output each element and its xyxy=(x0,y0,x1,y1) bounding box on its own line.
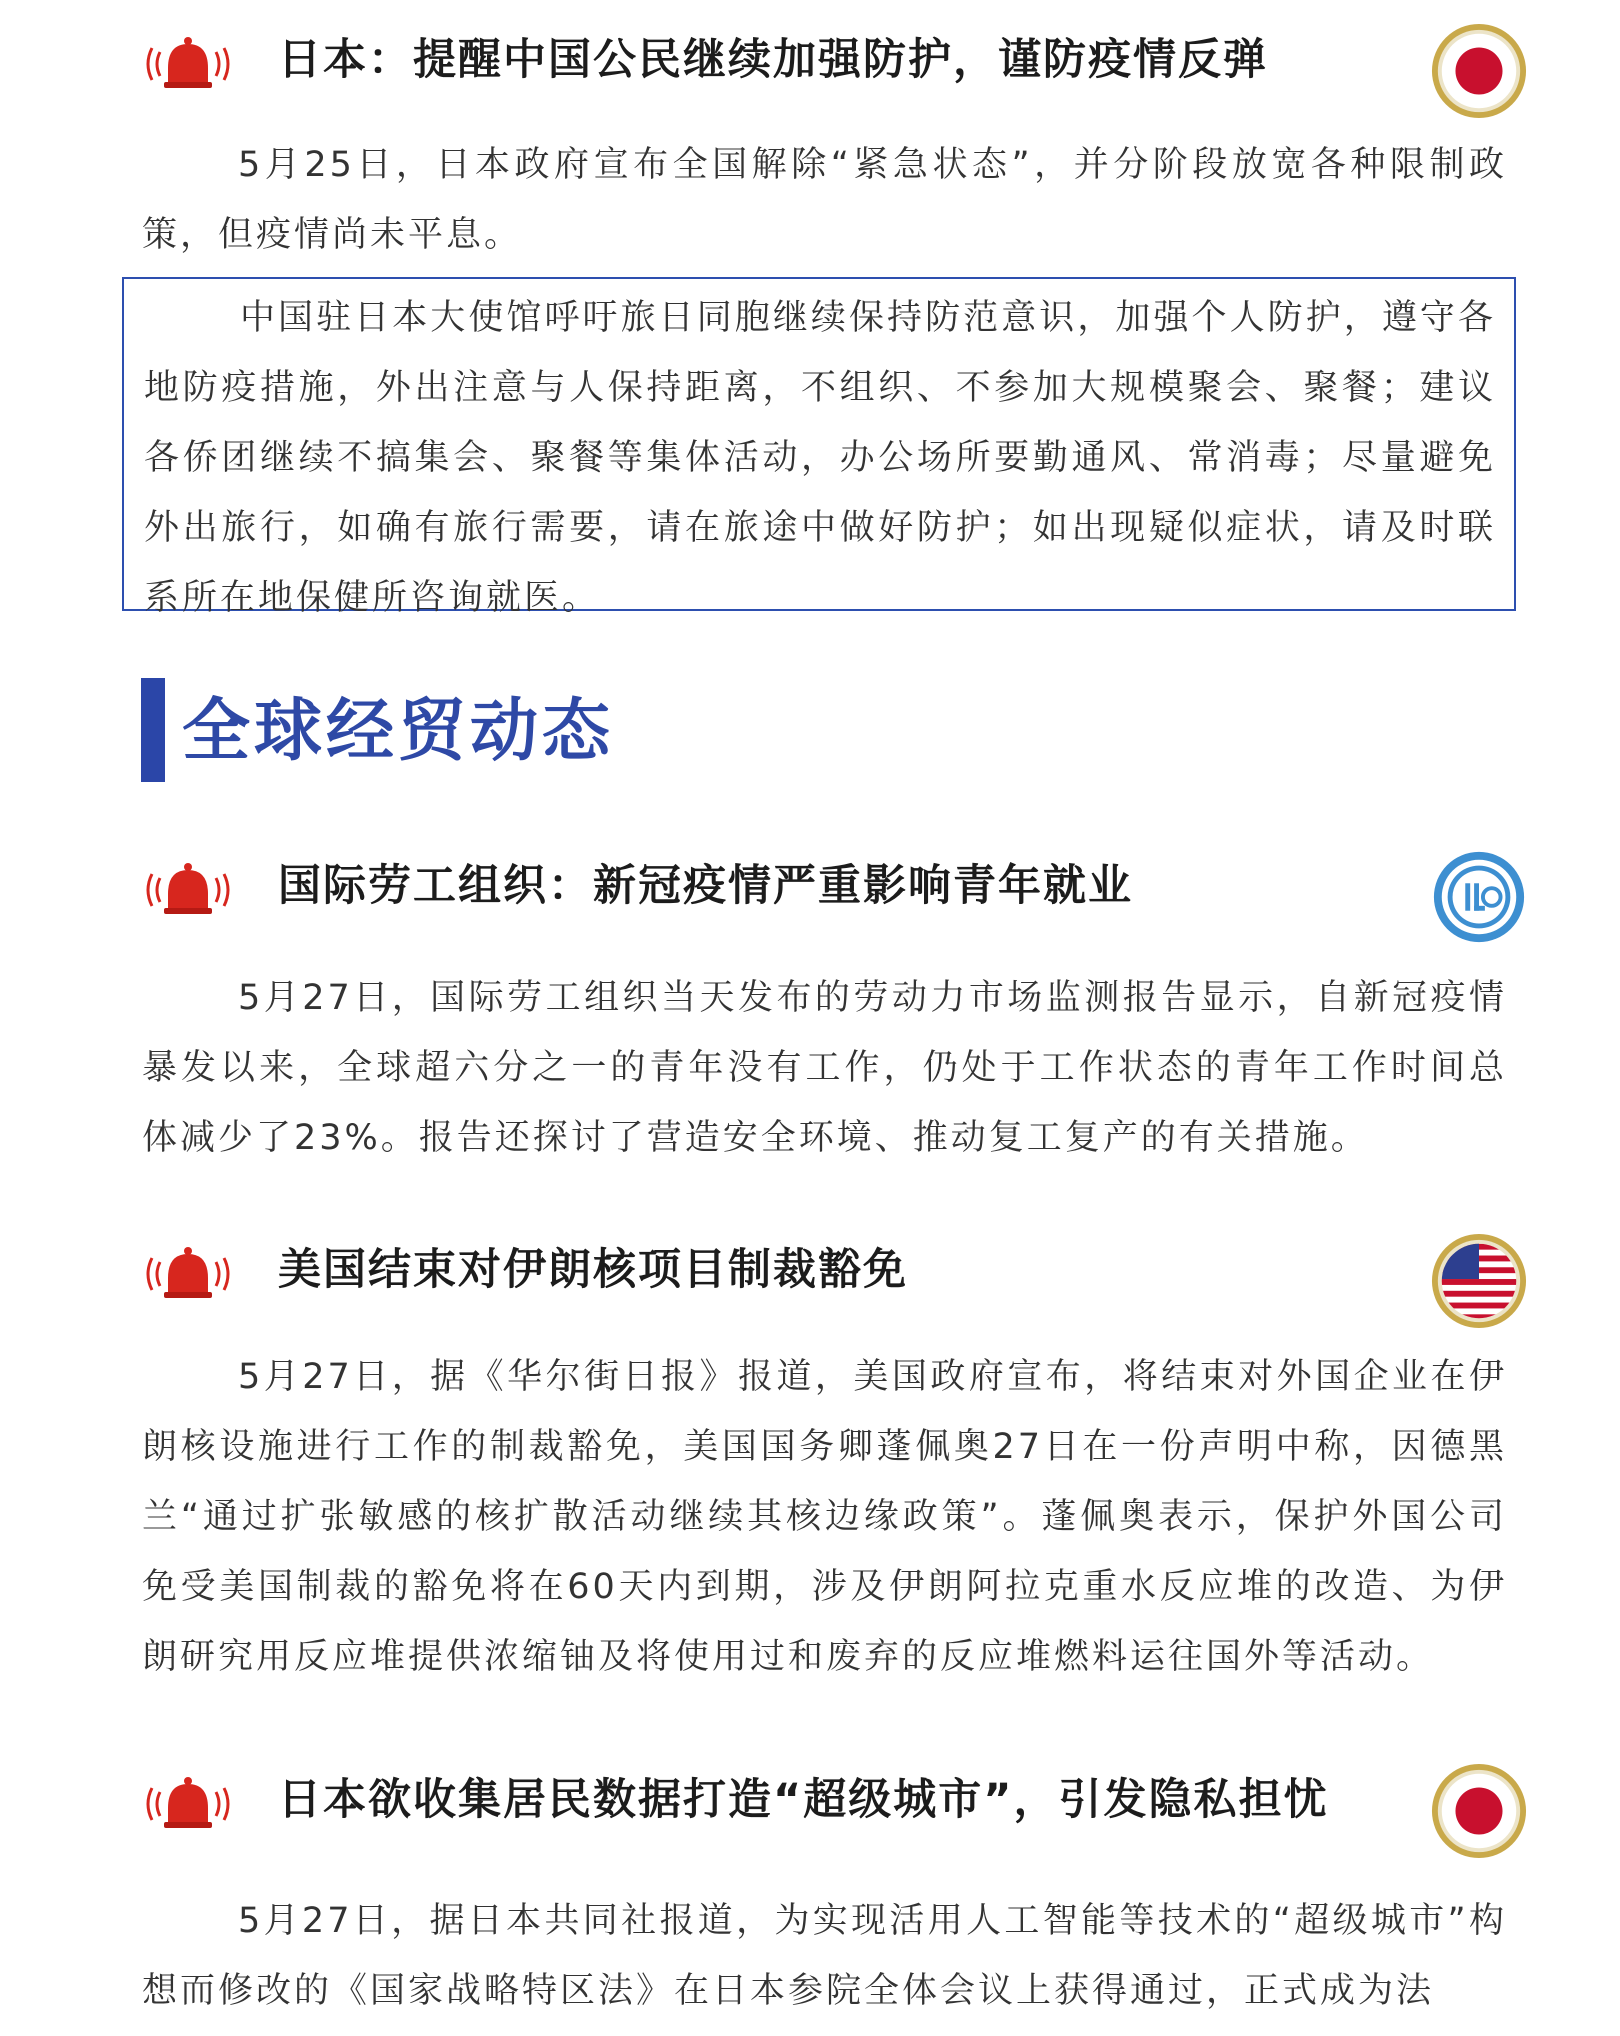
article-header xyxy=(138,848,1528,928)
article-paragraph: 5月27日，国际劳工组织当天发布的劳动力市场监测报告显示，自新冠疫情暴发以来，全球超六分之一的青年没有工作，仍处于工作状态的青年工作时间总体减少了23%。报告还探讨了营造安全环境、推动复工复产的有关措施。 xyxy=(142,978,1507,1158)
article-paragraph: 5月27日，据日本共同社报道，为实现活用人工智能等技术的“超级城市”构想而修改的《国家战略特区法》在日本参院全体会议上获得通过，正式成为法 xyxy=(142,1901,1507,2011)
article-title: 美国结束对伊朗核项目制裁豁免 xyxy=(278,1245,908,1295)
article-header xyxy=(138,22,1528,102)
advisory-paragraph: 中国驻日本大使馆呼吁旅日同胞继续保持防范意识，加强个人防护，遵守各地防疫措施，外出注意与人保持距离，不组织、不参加大规模聚会、聚餐；建议各侨团继续不搞集会、聚餐等集体活动，办公场所要勤通风、常消毒；尽量避免外出旅行，如确有旅行需要，请在旅途中做好防护；如出现疑似症状，请及时联系所在地保健所咨询就医。 xyxy=(144,298,1496,618)
japan-flag-icon xyxy=(1430,1762,1528,1860)
alarm-bell-icon xyxy=(138,858,238,918)
article-paragraph: 5月27日，据《华尔街日报》报道，美国政府宣布，将结束对外国企业在伊朗核设施进行工作的制裁豁免，美国国务卿蓬佩奥27日在一份声明中称，因德黑兰“通过扩张敏感的核扩散活动继续其核边缘政策”。蓬佩奥表示，保护外国公司免受美国制裁的豁免将在60天内到期，涉及伊朗阿拉克重水反应堆的改造、为伊朗研究用反应堆提供浓缩铀及将使用过和废弃的反应堆燃料运往国外等活动。 xyxy=(142,1357,1507,1677)
alarm-bell-icon xyxy=(138,1242,238,1302)
section-title: 全球经贸动态 xyxy=(182,692,615,771)
section-accent-bar xyxy=(141,678,165,782)
article-header xyxy=(138,1762,1528,1842)
advisory-box xyxy=(122,277,1516,618)
article-paragraph: 5月25日，日本政府宣布全国解除“紧急状态”，并分阶段放宽各种限制政策，但疫情尚未平息。 xyxy=(142,145,1507,255)
article-title: 国际劳工组织：新冠疫情严重影响青年就业 xyxy=(278,861,1133,911)
article-header xyxy=(138,1232,1528,1312)
alarm-bell-icon xyxy=(138,32,238,92)
ilo-emblem-icon xyxy=(1430,848,1528,946)
article-title: 日本：提醒中国公民继续加强防护，谨防疫情反弹 xyxy=(278,35,1268,85)
us-flag-icon xyxy=(1430,1232,1528,1330)
japan-flag-icon xyxy=(1430,22,1528,120)
alarm-bell-icon xyxy=(138,1772,238,1832)
article-title: 日本欲收集居民数据打造“超级城市”，引发隐私担忧 xyxy=(278,1775,1329,1825)
